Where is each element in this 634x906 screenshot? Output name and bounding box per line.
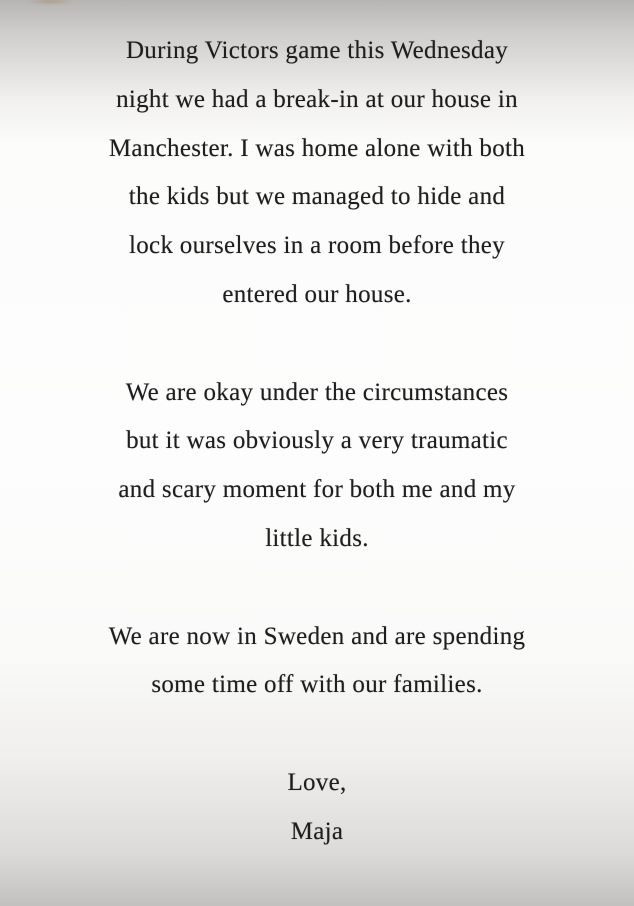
statement-line: lock ourselves in a room before they [129, 232, 505, 260]
statement-paragraph-1 [0, 27, 634, 320]
statement-line: We are okay under the circumstances [125, 378, 509, 406]
statement-line: During Victors game this Wednesday [125, 37, 509, 64]
statement-line: some time off with our families. [151, 671, 483, 699]
statement-paragraph-2 [0, 369, 634, 564]
statement-line: and scary moment for both me and my [118, 476, 516, 504]
statement-line: Manchester. I was home alone with both [108, 134, 526, 162]
signoff-name: Maja [290, 817, 344, 845]
statement-line: the kids but we managed to hide and [128, 183, 506, 211]
signoff-love: Love, [287, 768, 347, 796]
statement-paragraph-3 [0, 613, 634, 711]
statement-signoff [0, 759, 634, 857]
statement-line: We are now in Sweden and are spending [108, 622, 526, 650]
statement-line: night we had a break-in at our house in [116, 85, 518, 113]
statement-line: but it was obviously a very traumatic [126, 427, 508, 455]
statement-line: little kids. [265, 524, 369, 552]
statement-line: entered our house. [222, 280, 412, 308]
